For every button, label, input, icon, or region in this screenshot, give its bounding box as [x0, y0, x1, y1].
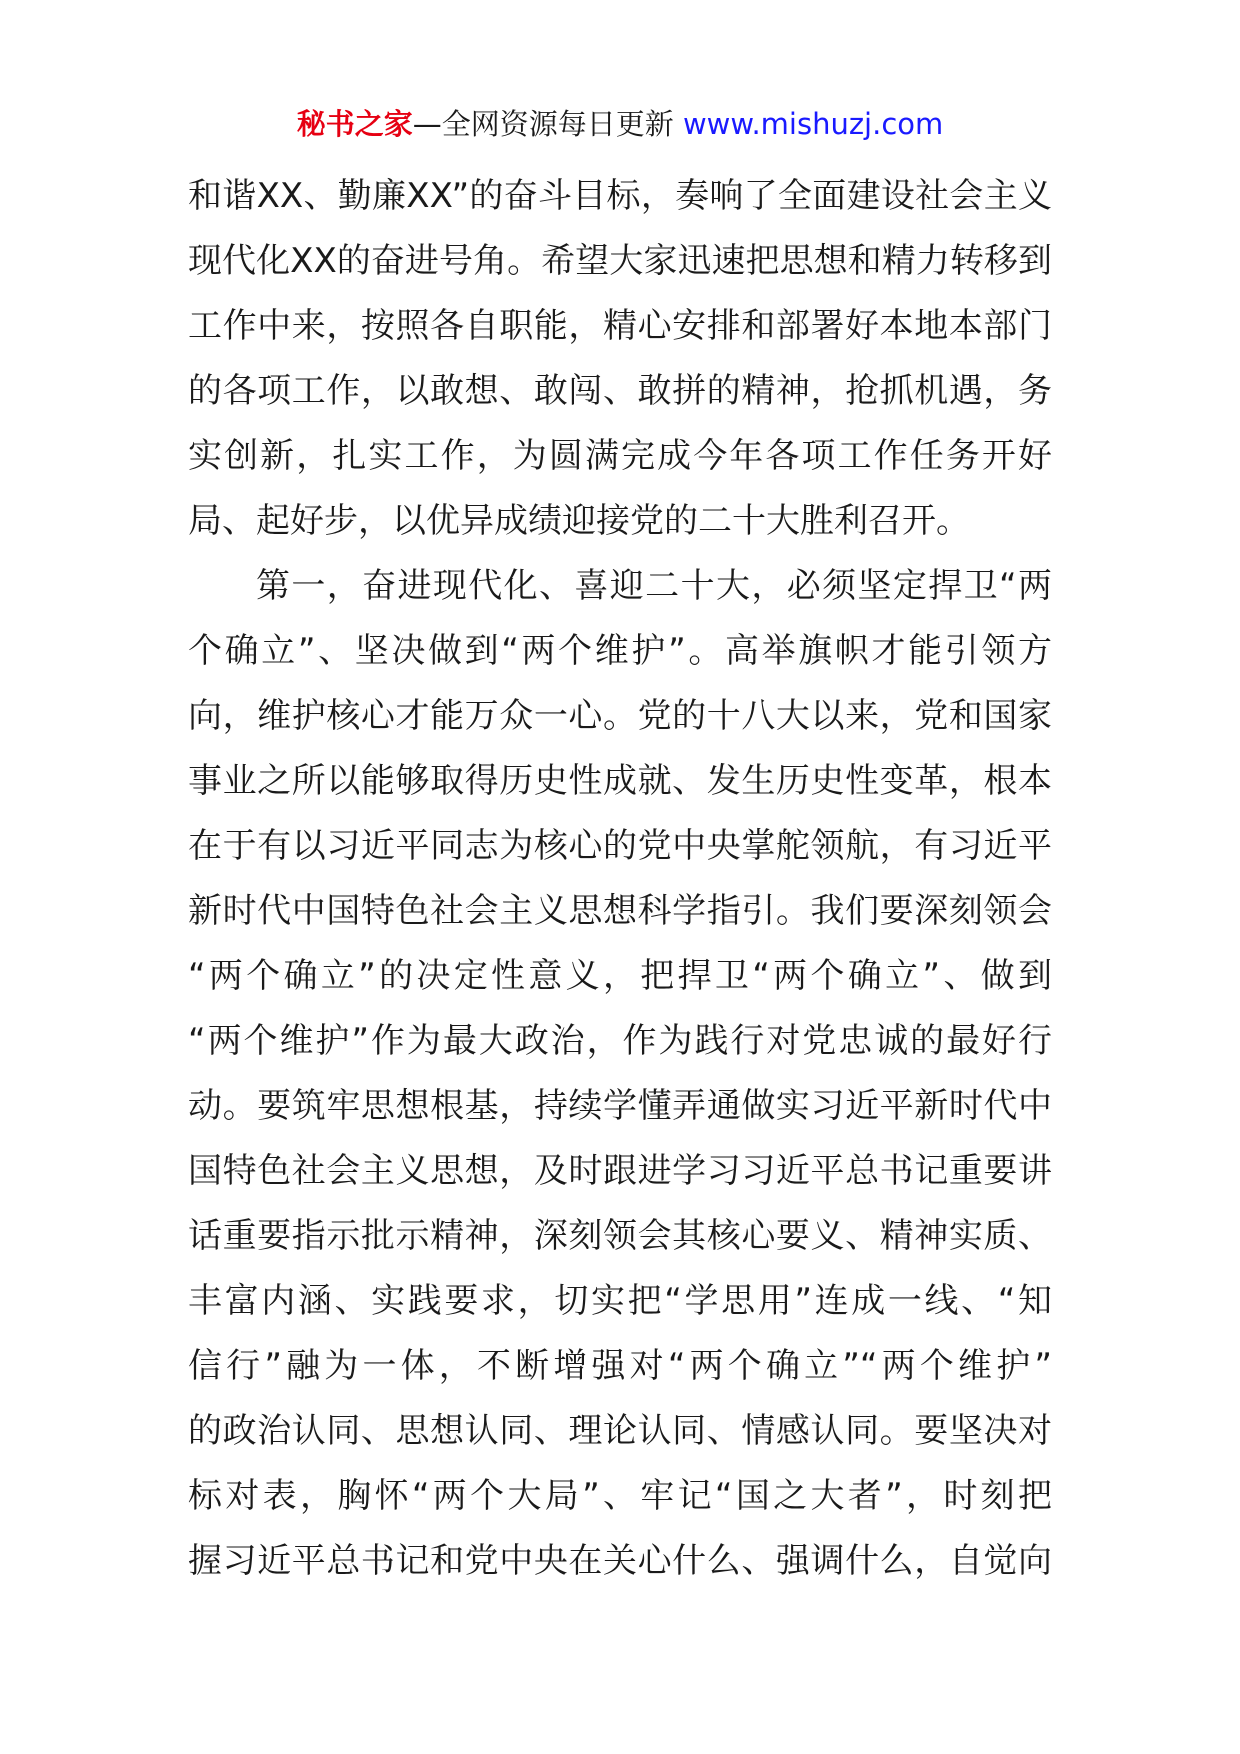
brand-name: 秘书之家: [296, 107, 413, 141]
text-line: 国特色社会主义思想，及时跟进学习习近平总书记重要讲: [188, 1151, 1052, 1191]
text-line: 在于有以习近平同志为核心的党中央掌舵领航，有习近平: [188, 826, 1052, 866]
text-line: “两个确立”的决定性意义，把捍卫“两个确立”、做到: [188, 956, 1052, 996]
text-line: 话重要指示批示精神，深刻领会其核心要义、精神实质、: [188, 1216, 1052, 1256]
text-line: 信行”融为一体，不断增强对“两个确立”“两个维护”: [188, 1346, 1052, 1386]
header-tagline: —全网资源每日更新: [412, 107, 674, 141]
text-line: 标对表，胸怀“两个大局”、牢记“国之大者”，时刻把: [188, 1476, 1052, 1516]
text-line: 现代化XX的奋进号角。希望大家迅速把思想和精力转移到: [188, 241, 1052, 281]
text-line: 实创新，扎实工作，为圆满完成今年各项工作任务开好: [188, 436, 1052, 476]
text-line: 个确立”、坚决做到“两个维护”。高举旗帜才能引领方: [188, 631, 1052, 671]
text-line: 第一，奋进现代化、喜迎二十大，必须坚定捍卫“两: [256, 566, 1052, 606]
text-line: 事业之所以能够取得历史性成就、发生历史性变革，根本: [188, 761, 1052, 801]
page-header: [0, 104, 1240, 144]
text-line: 握习近平总书记和党中央在关心什么、强调什么，自觉向: [188, 1541, 1052, 1581]
text-line: 动。要筑牢思想根基，持续学懂弄通做实习近平新时代中: [188, 1086, 1052, 1126]
text-line: 丰富内涵、实践要求，切实把“学思用”连成一线、“知: [188, 1281, 1052, 1321]
text-line: 和谐XX、勤廉XX”的奋斗目标，奏响了全面建设社会主义: [188, 176, 1052, 216]
site-url-link[interactable]: www.mishuzj.com: [682, 107, 944, 141]
text-line: 的政治认同、思想认同、理论认同、情感认同。要坚决对: [188, 1411, 1052, 1451]
text-line: 的各项工作，以敢想、敢闯、敢拼的精神，抢抓机遇，务: [188, 371, 1052, 411]
text-line: 工作中来，按照各自职能，精心安排和部署好本地本部门: [188, 306, 1052, 346]
document-body: [188, 164, 1052, 1594]
text-line: 新时代中国特色社会主义思想科学指引。我们要深刻领会: [188, 891, 1052, 931]
text-line: “两个维护”作为最大政治，作为践行对党忠诚的最好行: [188, 1021, 1052, 1061]
text-line: 局、起好步，以优异成绩迎接党的二十大胜利召开。: [188, 501, 970, 541]
text-line: 向，维护核心才能万众一心。党的十八大以来，党和国家: [188, 696, 1052, 736]
